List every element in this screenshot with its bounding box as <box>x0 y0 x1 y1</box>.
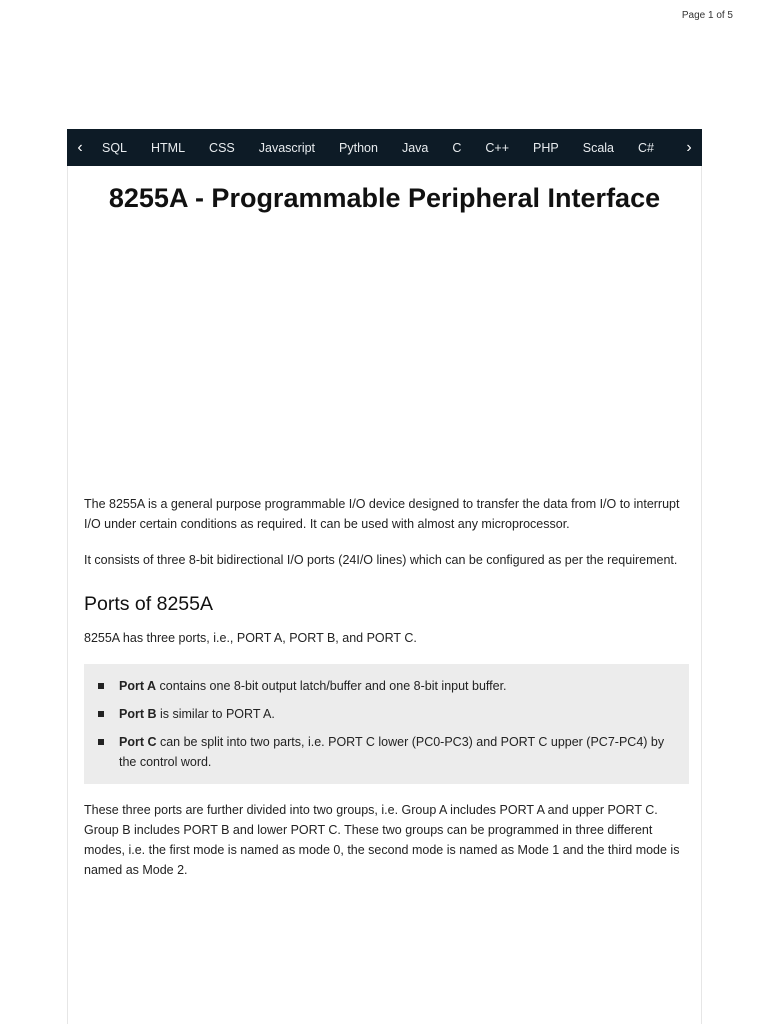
ports-callout <box>84 664 689 784</box>
groups-paragraph: These three ports are further divided into two groups, i.e. Group A includes PORT A and upper PORT C. Group B includes PORT B and lower PORT C. These two groups can be programmed in three different modes, i.e. the first mode is named as mode 0, the second mode is named as Mode 1 and the third mode is named as Mode 2. <box>84 803 680 877</box>
nav-item-scala[interactable]: Scala <box>582 140 615 155</box>
nav-item-java[interactable]: Java <box>401 140 429 155</box>
language-nav-bar <box>67 129 702 166</box>
port-description: can be split into two parts, i.e. PORT C lower (PC0-PC3) and PORT C upper (PC7-PC4) by the control word. <box>119 735 665 769</box>
port-name: Port C <box>119 735 157 749</box>
port-name: Port B <box>119 707 157 721</box>
list-item <box>119 704 675 724</box>
nav-item-javascript[interactable]: Javascript <box>258 140 316 155</box>
list-item <box>119 732 675 772</box>
nav-item-php[interactable]: PHP <box>533 140 559 155</box>
nav-item-css[interactable]: CSS <box>209 140 235 155</box>
bullet-square-icon <box>98 739 104 745</box>
intro-paragraph-1: The 8255A is a general purpose programmable I/O device designed to transfer the data from I/O to interrupt I/O under certain conditions as required. It can be used with almost any microprocessor. <box>84 497 680 531</box>
list-item <box>119 676 675 696</box>
nav-item-sql[interactable]: SQL <box>102 140 128 155</box>
nav-item-python[interactable]: Python <box>339 140 378 155</box>
nav-item-csharp[interactable]: C# <box>638 140 654 155</box>
language-nav-list <box>93 141 666 155</box>
intro-paragraph-2: It consists of three 8-bit bidirectional I/O ports (24I/O lines) which can be configured as per the requirement. <box>84 553 678 567</box>
port-description: contains one 8-bit output latch/buffer and one 8-bit input buffer. <box>156 679 507 693</box>
section-heading: Ports of 8255A <box>84 593 213 615</box>
nav-item-c[interactable]: C <box>452 140 462 155</box>
nav-item-html[interactable]: HTML <box>151 140 186 155</box>
chevron-left-icon[interactable]: ‹ <box>77 138 83 156</box>
ports-list <box>84 676 689 772</box>
page-indicator: Page 1 of 5 <box>681 10 733 21</box>
port-name: Port A <box>119 679 157 693</box>
article-body <box>84 494 688 896</box>
bullet-square-icon <box>98 711 104 717</box>
port-description: is similar to PORT A. <box>156 707 275 721</box>
nav-item-cpp[interactable]: C++ <box>485 140 510 155</box>
page-title: 8255A - Programmable Peripheral Interface <box>108 183 661 213</box>
bullet-square-icon <box>98 683 104 689</box>
section-intro: 8255A has three ports, i.e., PORT A, PORT B, and PORT C. <box>84 631 417 645</box>
chevron-right-icon[interactable]: › <box>686 138 692 156</box>
